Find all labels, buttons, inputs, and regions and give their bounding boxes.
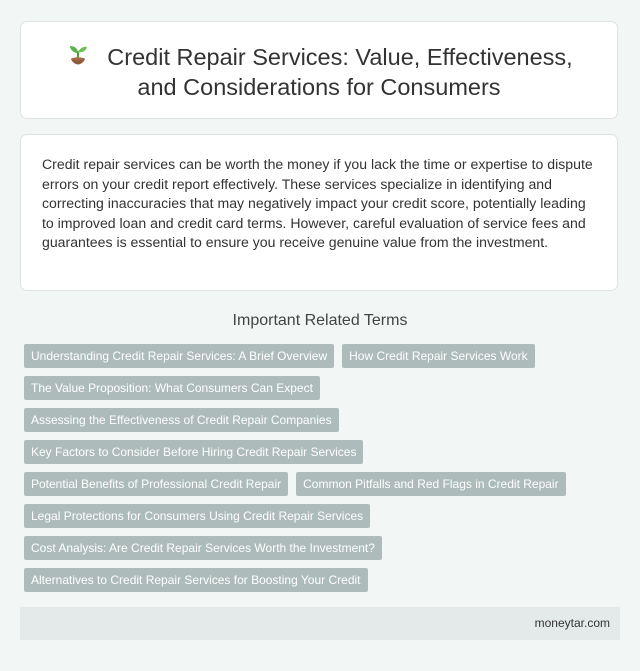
term-tag[interactable]: Assessing the Effectiveness of Credit Repair Companies	[24, 408, 339, 432]
terms-heading: Important Related Terms	[232, 312, 408, 329]
title-card	[20, 21, 618, 119]
intro-paragraph: Credit repair services can be worth the money if you lack the time or expertise to dispute errors on your credit report effectively. These services specialize in identifying and correcting inaccuracies that may negatively impact your credit score, potentially leading to improved loan and credit card terms. However, careful evaluation of service fees and guarantees is essential to ensure you receive genuine value from the investment.	[42, 156, 593, 251]
site-name[interactable]: moneytar.com	[534, 616, 610, 630]
term-tag[interactable]: Cost Analysis: Are Credit Repair Services Worth the Investment?	[24, 536, 382, 560]
term-tag[interactable]: Key Factors to Consider Before Hiring Credit Repair Services	[24, 440, 363, 464]
term-tag[interactable]: How Credit Repair Services Work	[342, 344, 535, 368]
seedling-icon	[65, 42, 91, 68]
term-tag[interactable]: Potential Benefits of Professional Credit Repair	[24, 472, 288, 496]
page-title	[21, 42, 617, 102]
term-tag[interactable]: The Value Proposition: What Consumers Can Expect	[24, 376, 320, 400]
intro-card	[20, 134, 618, 291]
term-tag[interactable]: Understanding Credit Repair Services: A Brief Overview	[24, 344, 334, 368]
term-tag[interactable]: Alternatives to Credit Repair Services for Boosting Your Credit	[24, 568, 368, 592]
term-tag[interactable]: Common Pitfalls and Red Flags in Credit Repair	[296, 472, 565, 496]
footer	[20, 607, 620, 640]
term-tag[interactable]: Legal Protections for Consumers Using Credit Repair Services	[24, 504, 370, 528]
title-line-1: Credit Repair Services: Value, Effectiveness,	[107, 44, 573, 70]
title-line-2: and Considerations for Consumers	[137, 74, 501, 100]
related-terms-list	[24, 344, 620, 592]
